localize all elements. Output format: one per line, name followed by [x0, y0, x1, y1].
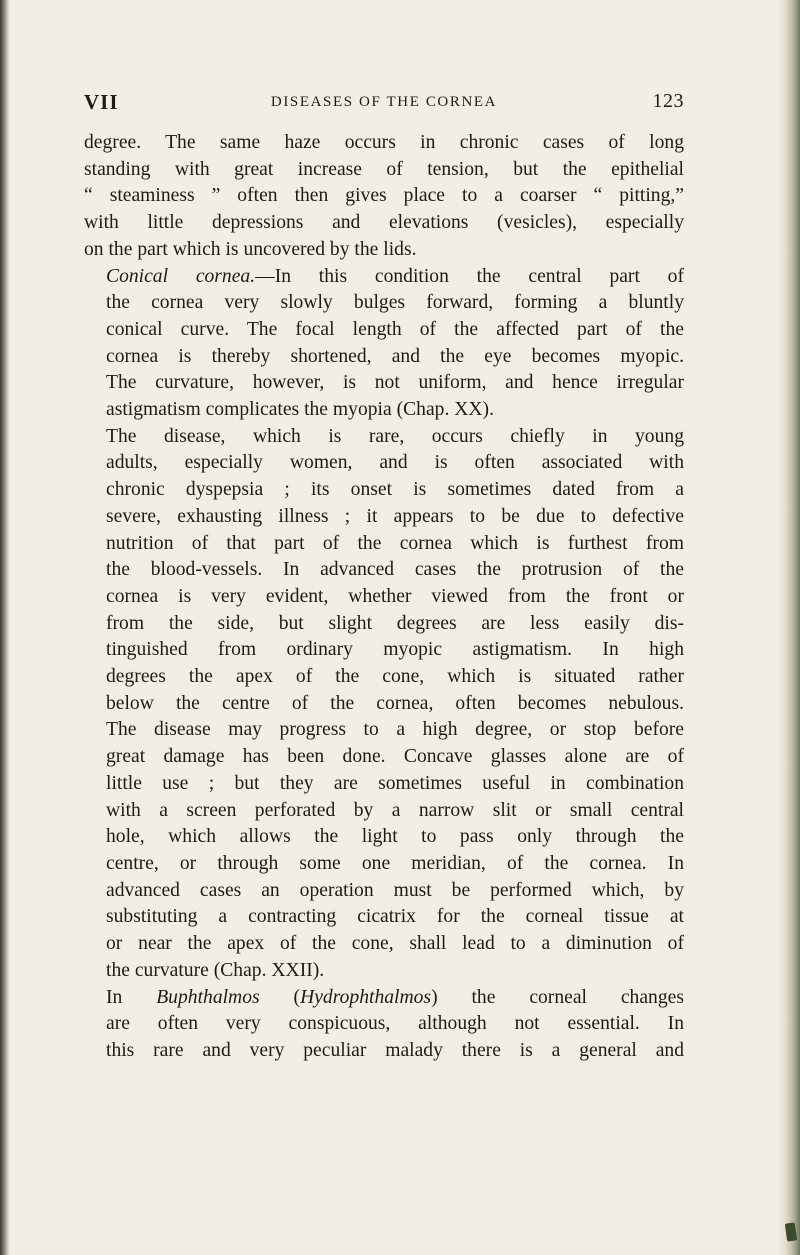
scan-page-edge [778, 0, 800, 1255]
scan-binding-shadow [0, 0, 10, 1255]
paragraph-conical-cornea [84, 264, 684, 424]
text-line: cornea is very evident, whether viewed from the front or [106, 585, 684, 607]
running-head [84, 90, 684, 130]
text-line: The curvature, however, is not uniform, and hence irregular [106, 372, 684, 394]
text-line: standing with great increase of tension, but the epithelial [84, 158, 684, 180]
page-number: 123 [652, 90, 684, 112]
text-line: The disease, which is rare, occurs chiefly in young [106, 425, 684, 447]
text-line: advanced cases an operation must be performed which, by [106, 879, 684, 901]
text-line: chronic dyspepsia ; its onset is sometimes dated from a [106, 479, 684, 501]
text-line: the curvature (Chap. XXII). [106, 959, 325, 981]
text-line: centre, or through some one meridian, of the cornea. In [106, 852, 684, 874]
paragraph-disease [84, 424, 684, 985]
body-text [84, 130, 684, 1065]
text-fragment: ( [259, 986, 301, 1008]
text-fragment: ) the corneal changes [431, 986, 684, 1008]
section-heading-conical-cornea: Conical cornea. [106, 265, 256, 287]
text-line: cornea is thereby shortened, and the eye becomes myopic. [106, 345, 684, 367]
text-line: great damage has been done. Concave glasses alone are of [106, 746, 684, 768]
paragraph-haze [84, 130, 684, 264]
text-line: with a screen perforated by a narrow slit or small central [106, 799, 684, 821]
text-line: degree. The same haze occurs in chronic cases of long [84, 132, 684, 153]
text-line: conical curve. The focal length of the affected part of the [106, 318, 684, 340]
text-line: little use ; but they are sometimes useful in combination [106, 772, 684, 794]
text-line: “ steaminess ” often then gives place to a coarser “ pitting,” [84, 185, 684, 207]
text-line: nutrition of that part of the cornea which is furthest from [106, 532, 684, 554]
term-buphthalmos: Buphthalmos [156, 986, 260, 1008]
text-fragment: In [106, 986, 157, 1008]
text-line [84, 264, 684, 291]
text-line: tinguished from ordinary myopic astigmatism. In high [106, 639, 684, 661]
text-line: are often very conspicuous, although not essential. In [106, 1013, 684, 1035]
paragraph-buphthalmos [84, 985, 684, 1065]
running-title: DISEASES OF THE CORNEA [270, 94, 498, 110]
text-line: adults, especially women, and is often associated with [106, 452, 684, 474]
text-line: astigmatism complicates the myopia (Chap. XX). [106, 399, 494, 421]
text-line: below the centre of the cornea, often becomes nebulous. [106, 692, 684, 714]
text-line: with little depressions and elevations (vesicles), especially [84, 212, 684, 234]
text-line [84, 985, 684, 1012]
text-line: on the part which is uncovered by the lids. [84, 238, 417, 260]
text-line: degrees the apex of the cone, which is situated rather [106, 666, 684, 688]
text-line: this rare and very peculiar malady there is a general and [106, 1039, 684, 1061]
text-line: the cornea very slowly bulges forward, forming a bluntly [106, 292, 684, 314]
text-line: from the side, but slight degrees are less easily dis- [106, 612, 684, 634]
text-line: severe, exhausting illness ; it appears to be due to defective [106, 505, 684, 527]
text-fragment: —In this condition the central part of [255, 265, 684, 287]
book-page [84, 90, 684, 1065]
text-line: substituting a contracting cicatrix for the corneal tissue at [106, 906, 684, 928]
text-line: or near the apex of the cone, shall lead to a diminution of [106, 933, 684, 955]
text-line: The disease may progress to a high degree, or stop before [106, 719, 684, 741]
term-hydrophthalmos: Hydrophthalmos [300, 986, 432, 1008]
text-line: hole, which allows the light to pass only through the [106, 826, 684, 848]
text-line: the blood-vessels. In advanced cases the protrusion of the [106, 559, 684, 581]
chapter-number: VII [84, 90, 119, 114]
